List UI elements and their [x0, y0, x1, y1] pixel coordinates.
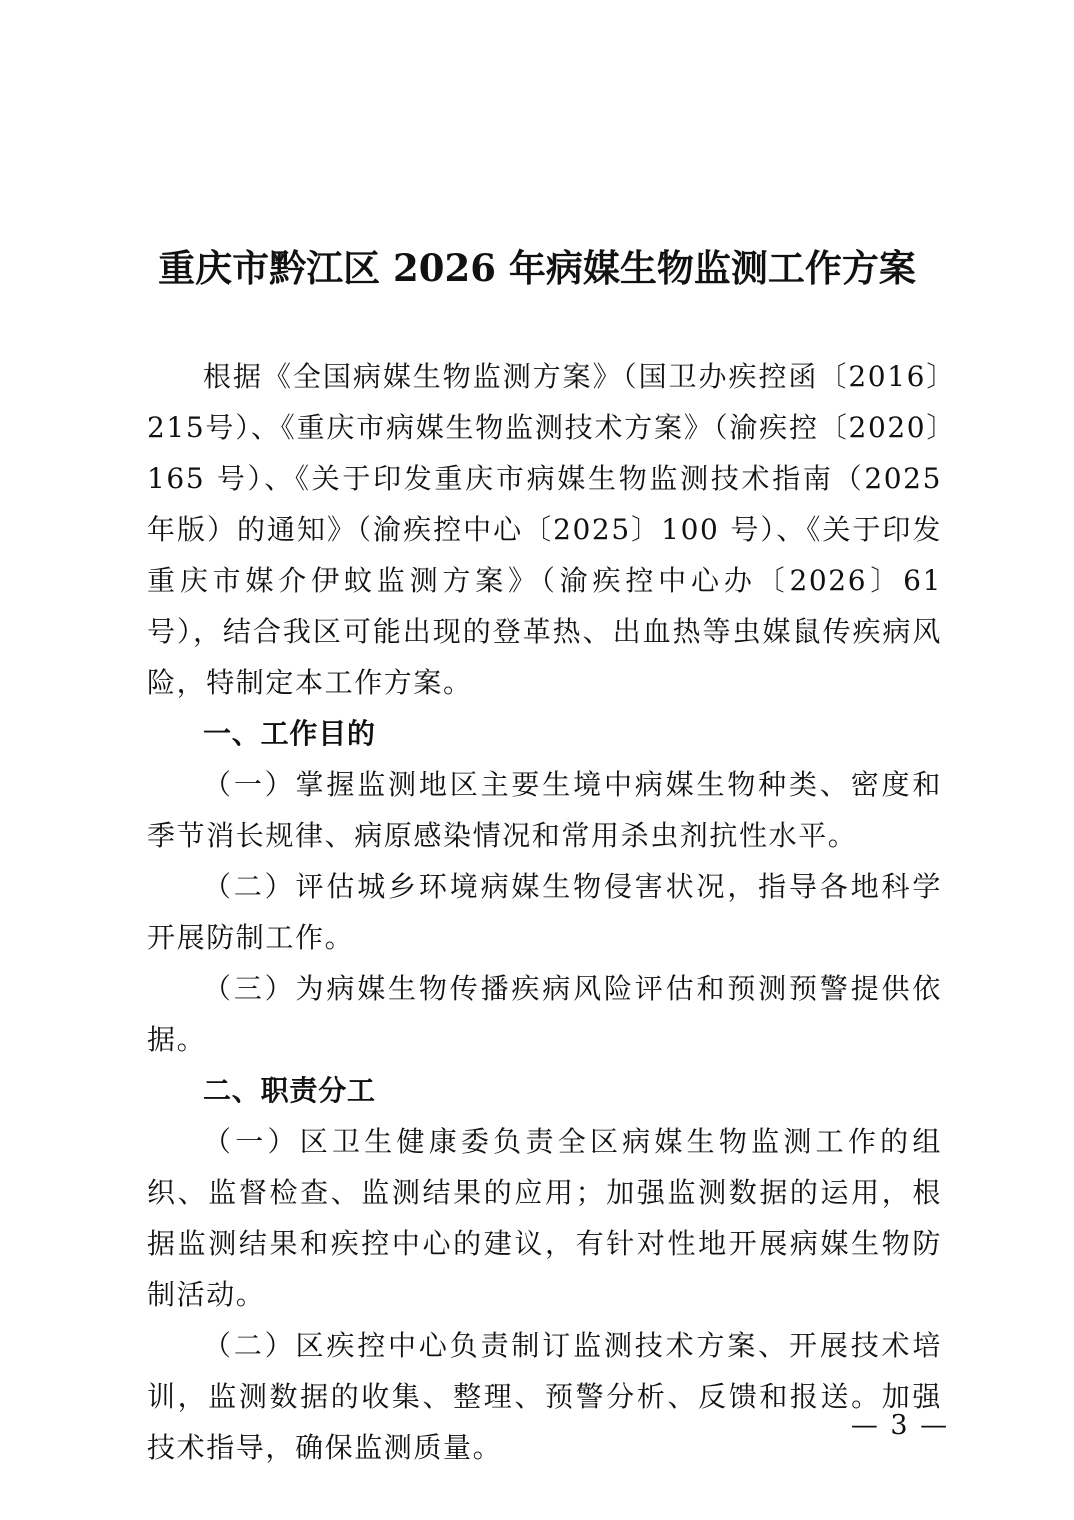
responsibility-item-2: （二）区疾控中心负责制订监测技术方案、开展技术培训，监测数据的收集、整理、预警分析、反馈和报送。加强技术指导，确保监测质量。 [147, 1329, 942, 1464]
purpose-item-2: （二）评估城乡环境病媒生物侵害状况，指导各地科学开展防制工作。 [147, 870, 942, 954]
purpose-item-3: （三）为病媒生物传播疾病风险评估和预测预警提供依据。 [147, 972, 942, 1056]
intro-paragraph: 根据《全国病媒生物监测方案》（国卫办疾控函〔2016〕215号）、《重庆市病媒生物监测技术方案》（渝疾控〔2020〕165 号）、《关于印发重庆市病媒生物监测技术指南（2025 年版）的通知》（渝疾控中心〔2025〕100 号）、《关于印发重庆市媒介伊蚊监测方案》（渝疾控中心办〔2026〕61 号），结合我区可能出现的登革热、出血热等虫媒鼠传疾病风险，特制定本工作方案。 [147, 360, 942, 699]
section-heading-responsibilities: 二、职责分工 [203, 1074, 376, 1107]
document-title: 重庆市黔江区 2026 年病媒生物监测工作方案 [158, 246, 916, 290]
responsibility-item-1: （一）区卫生健康委负责全区病媒生物监测工作的组织、监督检查、监测结果的应用；加强监测数据的运用，根据监测结果和疾控中心的建议，有针对性地开展病媒生物防制活动。 [147, 1125, 942, 1311]
document-body [147, 351, 942, 1473]
section-heading-work-purpose: 一、工作目的 [203, 717, 376, 750]
page-number: — 3 — [850, 1410, 950, 1441]
purpose-item-1: （一）掌握监测地区主要生境中病媒生物种类、密度和季节消长规律、病原感染情况和常用杀虫剂抗性水平。 [147, 768, 942, 852]
